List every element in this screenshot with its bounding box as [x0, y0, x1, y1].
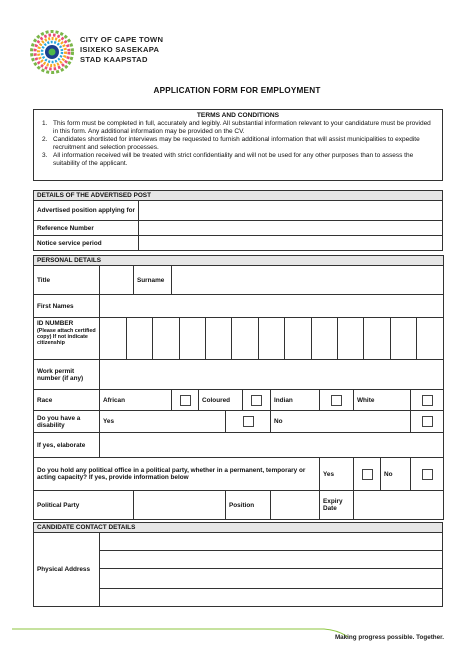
race-white-checkbox-cell	[411, 390, 444, 411]
disability-label: Do you have a disability	[34, 411, 100, 433]
id-digit-box[interactable]	[206, 318, 232, 359]
terms-text: Candidates shortlisted for interviews may be requested to furnish additional information that will assist municipalities to expedite recruitment and selection processes.	[53, 136, 420, 152]
footer-slogan: Making progress possible. Together.	[334, 634, 444, 641]
id-digit-box[interactable]	[126, 318, 152, 359]
org-line: STAD KAAPSTAD	[80, 55, 148, 64]
political-no-checkbox[interactable]	[422, 469, 433, 480]
physical-address-line[interactable]	[100, 551, 443, 569]
political-position-label: Position	[226, 491, 271, 520]
section-heading-contact-details: CANDIDATE CONTACT DETAILS	[34, 523, 443, 533]
political-office-question: Do you hold any political office in a political party, whether in a permanent, temporary or acting capacity? If yes, provide information below	[34, 458, 320, 491]
race-african-checkbox-cell	[172, 390, 199, 411]
notice-period-label: Notice service period	[34, 236, 139, 251]
work-permit-field[interactable]	[100, 360, 444, 390]
id-digit-box[interactable]	[417, 318, 443, 359]
expiry-date-label: Expiry Date	[320, 491, 354, 520]
first-names-label: First Names	[34, 295, 100, 318]
terms-number: 3.	[42, 152, 48, 160]
political-yes-label: Yes	[320, 458, 354, 491]
disability-no-checkbox[interactable]	[422, 416, 433, 427]
race-indian-checkbox[interactable]	[331, 395, 342, 406]
race-coloured-checkbox-cell	[243, 390, 271, 411]
contact-details-table	[33, 522, 443, 607]
personal-details-table	[33, 255, 444, 520]
org-line: CITY OF CAPE TOWN	[80, 35, 164, 44]
political-no-label: No	[381, 458, 411, 491]
terms-item	[42, 136, 434, 152]
terms-text: This form must be completed in full, accurately and legibly. All substantial information relevant to your candidature must be provided in this form. Any additional information may be provided on the CV.	[53, 120, 431, 136]
id-number-boxes	[100, 318, 444, 360]
race-option-coloured: Coloured	[199, 390, 243, 411]
terms-item	[42, 120, 434, 136]
id-digit-box[interactable]	[153, 318, 179, 359]
physical-address-label: Physical Address	[34, 533, 100, 607]
id-digit-box[interactable]	[179, 318, 205, 359]
terms-list	[42, 120, 434, 169]
race-option-indian: Indian	[271, 390, 320, 411]
disability-yes-checkbox[interactable]	[243, 416, 254, 427]
city-logo-icon	[30, 30, 74, 74]
disability-no-label: No	[271, 411, 411, 433]
id-digit-box[interactable]	[285, 318, 311, 359]
race-indian-checkbox-cell	[320, 390, 354, 411]
organisation-name	[80, 35, 163, 65]
race-option-white: White	[354, 390, 411, 411]
terms-heading: TERMS AND CONDITIONS	[196, 112, 280, 119]
race-african-checkbox[interactable]	[180, 395, 191, 406]
disability-no-checkbox-cell	[411, 411, 444, 433]
id-digit-box[interactable]	[100, 318, 126, 359]
political-yes-checkbox-cell	[354, 458, 381, 491]
terms-text: All information received will be treated with strict confidentiality and will not be used for any other purposes than to assess the suitability of the applicant.	[53, 152, 414, 168]
id-digit-box[interactable]	[364, 318, 390, 359]
section-heading-advertised-post: DETAILS OF THE ADVERTISED POST	[34, 191, 443, 201]
reference-number-field[interactable]	[139, 221, 443, 236]
physical-address-line[interactable]	[100, 533, 443, 551]
id-digit-grid	[100, 318, 443, 359]
physical-address-line[interactable]	[100, 569, 443, 589]
physical-address-line[interactable]	[100, 589, 443, 607]
section-heading-personal-details: PERSONAL DETAILS	[34, 256, 444, 266]
surname-label: Surname	[134, 266, 172, 295]
id-number-note: (Please attach certified copy) If not indicate citizenship	[37, 327, 96, 347]
disability-yes-label: Yes	[100, 411, 226, 433]
id-number-label-cell	[34, 318, 100, 360]
org-line: ISIXEKO SASEKAPA	[80, 45, 160, 54]
title-field[interactable]	[100, 266, 134, 295]
political-yes-checkbox[interactable]	[362, 469, 373, 480]
political-position-field[interactable]	[271, 491, 320, 520]
elaborate-label: If yes, elaborate	[34, 433, 100, 458]
advertised-position-label: Advertised position applying for	[34, 201, 139, 221]
id-digit-box[interactable]	[338, 318, 364, 359]
elaborate-field[interactable]	[100, 433, 444, 458]
form-title: APPLICATION FORM FOR EMPLOYMENT	[153, 86, 321, 95]
id-digit-box[interactable]	[258, 318, 284, 359]
advertised-position-field[interactable]	[139, 201, 443, 221]
id-digit-box[interactable]	[232, 318, 258, 359]
id-number-label: ID NUMBER	[37, 320, 74, 328]
expiry-date-field[interactable]	[354, 491, 444, 520]
political-no-checkbox-cell	[411, 458, 444, 491]
political-party-field[interactable]	[134, 491, 226, 520]
race-label: Race	[34, 390, 100, 411]
race-coloured-checkbox[interactable]	[251, 395, 262, 406]
surname-field[interactable]	[172, 266, 444, 295]
terms-number: 2.	[42, 136, 48, 144]
reference-number-label: Reference Number	[34, 221, 139, 236]
terms-number: 1.	[42, 120, 48, 127]
terms-item	[42, 152, 434, 168]
id-digit-box[interactable]	[390, 318, 416, 359]
title-label: Title	[34, 266, 100, 295]
advertised-post-table	[33, 190, 443, 251]
first-names-field[interactable]	[100, 295, 444, 318]
race-white-checkbox[interactable]	[422, 395, 433, 406]
political-party-label: Political Party	[34, 491, 134, 520]
work-permit-label: Work permit number (if any)	[34, 360, 100, 390]
race-option-african: African	[100, 390, 172, 411]
terms-box	[33, 109, 443, 181]
notice-period-field[interactable]	[139, 236, 443, 251]
disability-yes-checkbox-cell	[226, 411, 271, 433]
id-digit-box[interactable]	[311, 318, 337, 359]
